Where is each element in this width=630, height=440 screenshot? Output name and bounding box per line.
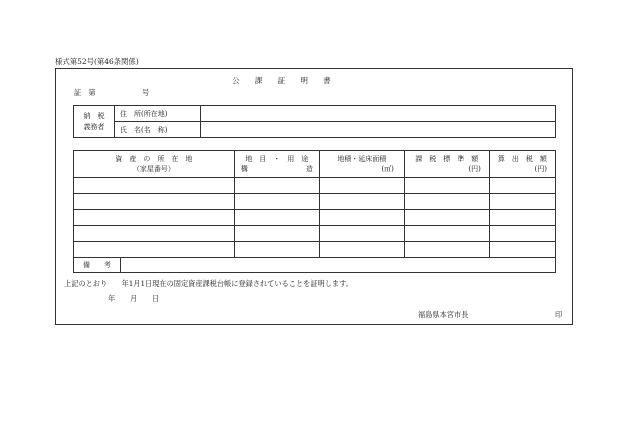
header-area-line1: 地積・延床面積 bbox=[337, 155, 387, 163]
cell-area[interactable] bbox=[319, 210, 404, 226]
asset-table-header-row bbox=[74, 151, 556, 178]
header-location bbox=[74, 151, 235, 178]
cell-tax-amount[interactable] bbox=[489, 242, 555, 258]
cell-area[interactable] bbox=[319, 178, 404, 194]
address-label-cell bbox=[115, 106, 201, 122]
header-area bbox=[319, 151, 404, 178]
table-row bbox=[74, 226, 556, 242]
document-title: 公 課 証 明 書 bbox=[232, 76, 331, 85]
cell-tax-base[interactable] bbox=[404, 210, 489, 226]
table-row bbox=[74, 242, 556, 258]
taxpayer-table bbox=[73, 105, 556, 138]
cell-location[interactable] bbox=[74, 178, 235, 194]
name-value-cell[interactable] bbox=[201, 122, 556, 138]
cell-tax-amount[interactable] bbox=[489, 178, 555, 194]
date-month: 月 bbox=[130, 294, 138, 303]
date-day: 日 bbox=[152, 294, 160, 303]
cell-tax-base[interactable] bbox=[404, 226, 489, 242]
cell-location[interactable] bbox=[74, 242, 235, 258]
cell-tax-base[interactable] bbox=[404, 242, 489, 258]
cell-location[interactable] bbox=[74, 194, 235, 210]
table-row bbox=[74, 194, 556, 210]
cell-tax-amount[interactable] bbox=[489, 226, 555, 242]
taxpayer-label-line1: 納 税 bbox=[83, 111, 105, 120]
cell-land-use[interactable] bbox=[234, 194, 319, 210]
header-tax-amount bbox=[489, 151, 555, 178]
cell-tax-base[interactable] bbox=[404, 178, 489, 194]
form-number: 様式第52号(第46条関係) bbox=[55, 57, 139, 66]
seal-mark: 印 bbox=[555, 310, 563, 319]
name-label: 氏 名(名 称) bbox=[120, 125, 168, 134]
cell-land-use[interactable] bbox=[234, 242, 319, 258]
remarks-label: 備 考 bbox=[83, 261, 111, 269]
asset-table bbox=[73, 150, 556, 273]
cell-tax-amount[interactable] bbox=[489, 194, 555, 210]
date-year: 年 bbox=[108, 294, 116, 303]
header-tax-amount-line1: 算 出 税 額 bbox=[497, 155, 547, 163]
header-tax-amount-line2: (円) bbox=[534, 165, 547, 173]
cell-area[interactable] bbox=[319, 226, 404, 242]
table-row bbox=[74, 178, 556, 194]
certificate-number-suffix: 号 bbox=[142, 88, 150, 97]
taxpayer-label-line2: 義務者 bbox=[83, 122, 105, 131]
header-structure-right: 造 bbox=[305, 165, 313, 173]
name-label-cell bbox=[115, 122, 201, 138]
cell-land-use[interactable] bbox=[234, 178, 319, 194]
header-tax-base-line2: (円) bbox=[468, 165, 481, 173]
cell-tax-amount[interactable] bbox=[489, 210, 555, 226]
remarks-value-cell[interactable] bbox=[121, 258, 556, 273]
header-land-use-line1: 地 目 ・ 用 途 bbox=[245, 155, 309, 163]
header-structure-left: 構 bbox=[240, 165, 248, 173]
header-tax-base-line1: 課 税 標 準 額 bbox=[415, 155, 479, 163]
taxpayer-label-cell bbox=[74, 106, 115, 138]
cell-land-use[interactable] bbox=[234, 210, 319, 226]
certificate-number-label: 証 第 bbox=[74, 88, 96, 97]
table-row bbox=[74, 210, 556, 226]
header-structure-line bbox=[235, 164, 319, 174]
header-area-line2: (㎡) bbox=[381, 165, 394, 173]
certification-statement: 上記のとおり 年1月1日現在の固定資産課税台帳に登録されていることを証明します。 bbox=[64, 279, 353, 288]
cell-area[interactable] bbox=[319, 194, 404, 210]
header-tax-base bbox=[404, 151, 489, 178]
remarks-row bbox=[74, 258, 556, 273]
header-location-line1: 資 産 の 所 在 地 bbox=[115, 155, 193, 163]
cell-location[interactable] bbox=[74, 210, 235, 226]
address-label: 住 所(所在地) bbox=[120, 109, 168, 118]
header-land-use bbox=[234, 151, 319, 178]
cell-area[interactable] bbox=[319, 242, 404, 258]
cell-tax-base[interactable] bbox=[404, 194, 489, 210]
issuer-name: 福島県本宮市長 bbox=[418, 310, 469, 319]
cell-location[interactable] bbox=[74, 226, 235, 242]
address-value-cell[interactable] bbox=[201, 106, 556, 122]
remarks-label-cell bbox=[74, 258, 121, 273]
cell-land-use[interactable] bbox=[234, 226, 319, 242]
header-location-line2: （家屋番号） bbox=[132, 165, 175, 173]
